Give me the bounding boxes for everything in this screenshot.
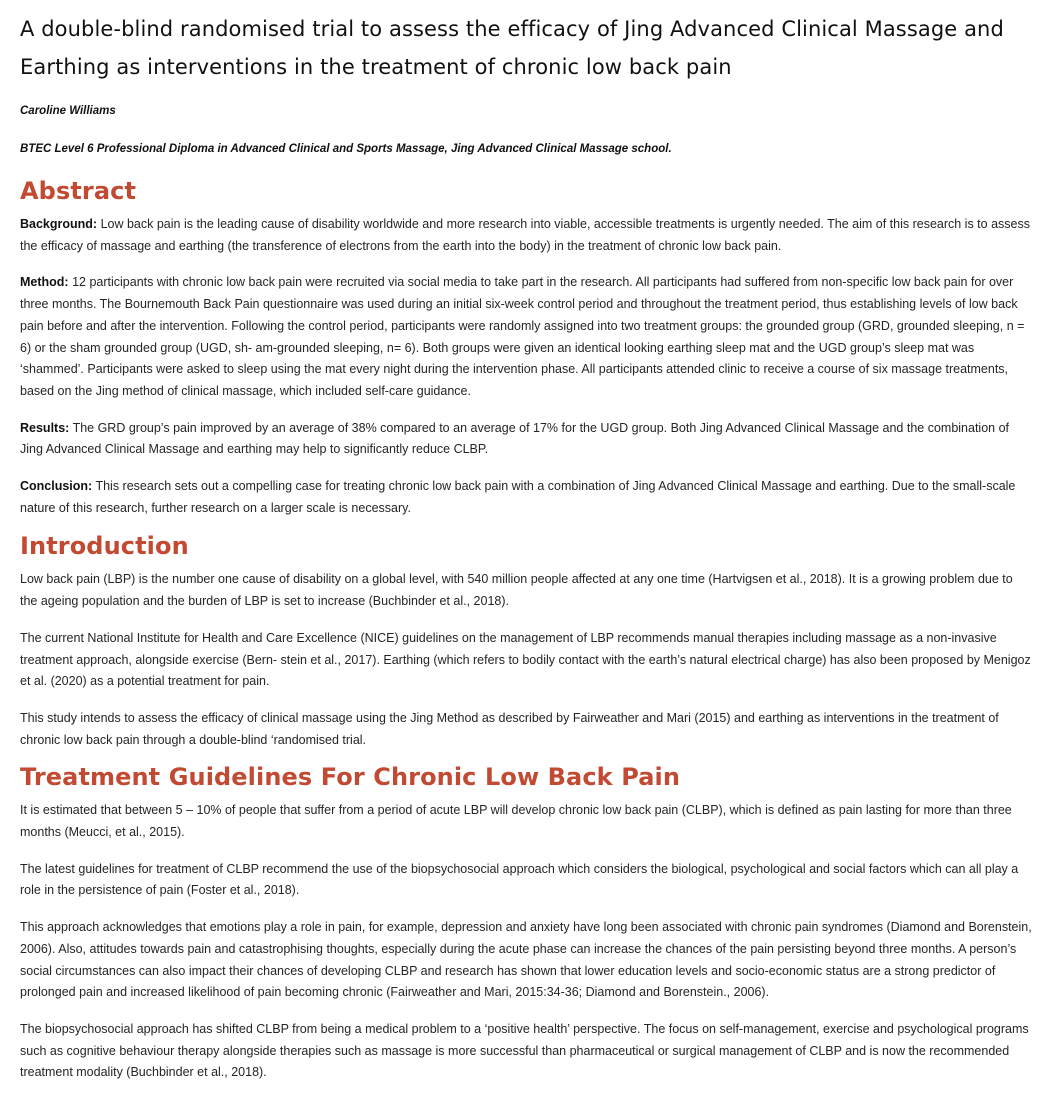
treatment-paragraph: The latest guidelines for treatment of CLBP recommend the use of the biopsychosocial approach which considers the biological, psychological and social factors which can all play a role in the persistence of pain (Foster et al., 2018). xyxy=(20,861,1019,898)
abstract-results xyxy=(20,418,1032,461)
conclusion-text: This research sets out a compelling case for treating chronic low back pain with a combination of Jing Advanced Clinical Massage and earthing. Due to the small-scale nature of this research, further research on a larger scale is necessary. xyxy=(20,479,1016,515)
introduction-paragraph: This study intends to assess the efficacy of clinical massage using the Jing Method as described by Fairweather and Mari (2015) and earthing as interventions in the treatment of chronic low back pain through a double-blind ‘randomised trial. xyxy=(20,710,999,747)
treatment-paragraph: It is estimated that between 5 – 10% of people that suffer from a period of acute LBP will develop chronic low back pain (CLBP), which is defined as pain lasting for more than three months (Meucci, et al., 2015). xyxy=(20,803,1012,840)
method-label: Method: xyxy=(20,275,69,290)
treatment-paragraph: This approach acknowledges that emotions play a role in pain, for example, depression and anxiety have long been associated with chronic pain syndromes (Diamond and Borenstein, 2006). Also, attitudes towards pain and catastrophising thoughts, especially during the acute phase can increase the chances of the pain persisting beyond three months. A person’s social circumstances can also impact their chances of developing CLBP and research has shown that lower education levels and socio-economic status are a strong predictor of prolonged pain and increased likelihood of pain becoming chronic (Fairweather and Mari, 2015:34-36; Diamond and Borenstein., 2006). xyxy=(20,920,1032,1000)
abstract-background xyxy=(20,214,1032,257)
method-text: 12 participants with chronic low back pain were recruited via social media to take part in the research. All participants had suffered from non-specific low back pain for over three months. The Bournemouth Back Pain questionnaire was used during an initial six-week control period and throughout the treatment period, thus establishing levels of low back pain before and after the intervention. Following the control period, participants were randomly assigned into two treatment groups: the grounded group (GRD, grounded sleeping, n = 6) or the sham grounded group (UGD, sh- am-grounded sleeping, n= 6). Both groups were given an identical looking earthing sleep mat and the UGD group’s sleep mat was ‘shammed’. Participants were asked to sleep using the mat every night during the intervention phase. All participants attended clinic to receive a course of six massage treatments, based on the Jing method of clinical massage, which included self-care guidance. xyxy=(20,275,1025,398)
abstract-method xyxy=(20,272,1032,402)
background-text: Low back pain is the leading cause of disability worldwide and more research into viable, accessible treatments is urgently needed. The aim of this research is to assess the efficacy of massage and earthing (the transference of electrons from the earth into the body) in the treatment of chronic low back pain. xyxy=(20,217,1030,253)
introduction-paragraph: Low back pain (LBP) is the number one cause of disability on a global level, with 540 million people affected at any one time (Hartvigsen et al., 2018). It is a growing problem due to the ageing population and the burden of LBP is set to increase (Buchbinder et al., 2018). xyxy=(20,572,1013,609)
introduction-paragraph: The current National Institute for Health and Care Excellence (NICE) guidelines on the management of LBP recommends manual therapies including massage as a non-invasive treatment approach, alongside exercise (Bern- stein et al., 2017). Earthing (which refers to bodily contact with the earth’s natural electrical charge) has also been proposed by Menigoz et al. (2020) as a potential treatment for pain. xyxy=(20,630,1031,689)
treatment-guidelines-heading: Treatment Guidelines For Chronic Low Back Pain xyxy=(20,763,681,792)
treatment-paragraph: The biopsychosocial approach has shifted CLBP from being a medical problem to a ‘positive health’ perspective. The focus on self-management, exercise and psychological programs such as cognitive behaviour therapy alongside therapies such as massage is more successful than pharmaceutical or surgical management of CLBP and is now the recommended treatment modality (Buchbinder et al., 2018). xyxy=(20,1021,1029,1080)
article xyxy=(20,0,1032,1084)
results-label: Results: xyxy=(20,420,70,435)
background-label: Background: xyxy=(20,217,98,231)
abstract-conclusion xyxy=(20,476,1032,519)
results-text: The GRD group’s pain improved by an average of 38% compared to an average of 17% for the UGD group. Both Jing Advanced Clinical Massage and the combination of Jing Advanced Clinical Massage and earthing may help to significantly reduce CLBP. xyxy=(20,420,1010,457)
author-affiliation: BTEC Level 6 Professional Diploma in Advanced Clinical and Sports Massage, Jing Advanced Clinical Massage school. xyxy=(20,143,672,155)
introduction-heading: Introduction xyxy=(20,532,189,561)
treatment-guidelines-section xyxy=(20,762,1032,1084)
article-title: A double-blind randomised trial to assess the efficacy of Jing Advanced Clinical Massage and Earthing as interventions in the treatment of chronic low back pain xyxy=(20,17,1004,79)
abstract-heading: Abstract xyxy=(20,177,137,205)
abstract-section xyxy=(20,176,1032,519)
introduction-section xyxy=(20,531,1032,751)
author-name: Caroline Williams xyxy=(20,105,116,117)
conclusion-label: Conclusion: xyxy=(20,479,93,494)
